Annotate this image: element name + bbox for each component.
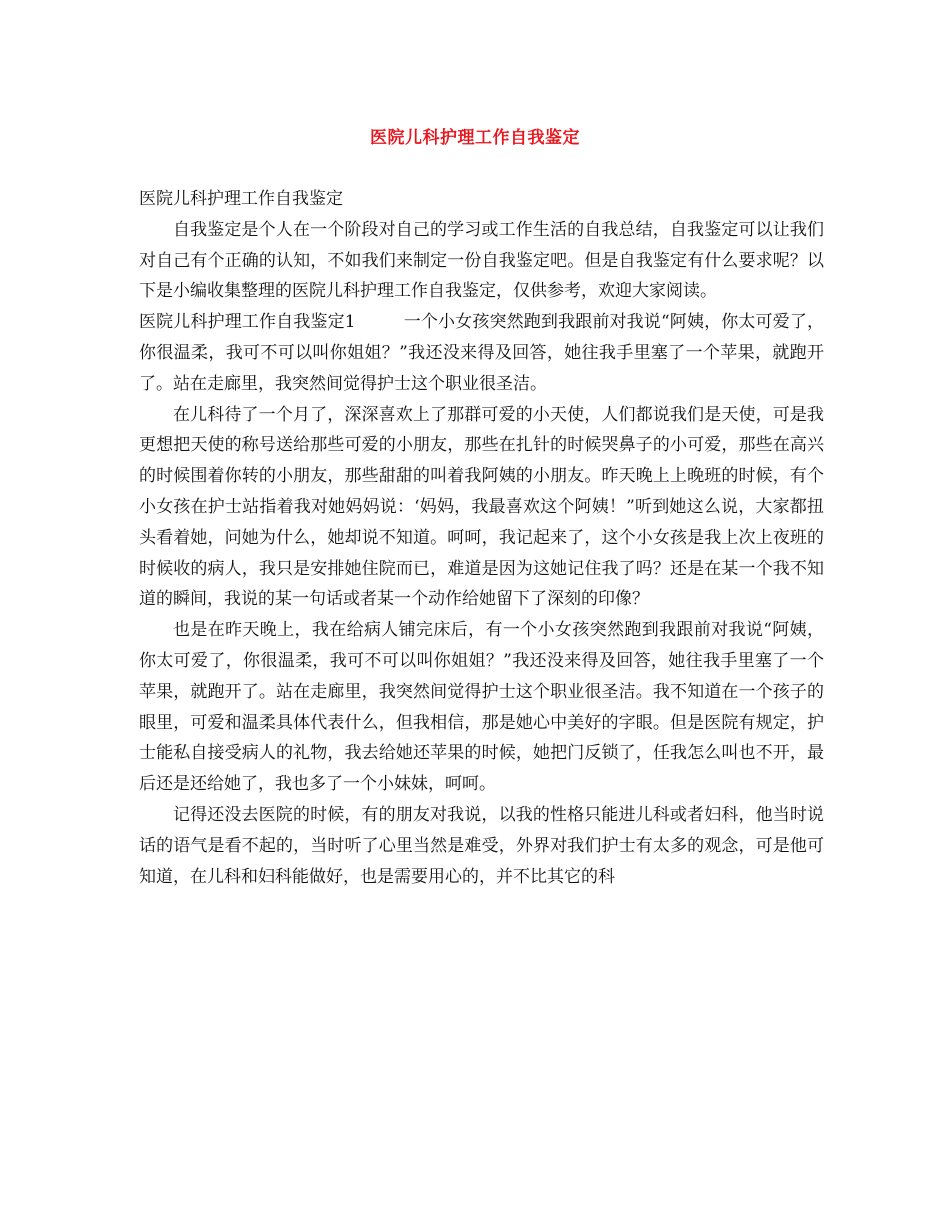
document-title: 医院儿科护理工作自我鉴定 (370, 128, 580, 148)
document-subtitle: 医院儿科护理工作自我鉴定 (139, 189, 343, 209)
body-paragraph: 也是在昨天晚上，我在给病人铺完床后，有一个小女孩突然跑到我跟前对我说“阿姨，你太可爱了，你很温柔，我可不可以叫你姐姐？”我还没来得及回答，她往我手里塞了一个苹果，就跑开了。站在走廊里，我突然间觉得护士这个职业很圣洁。我不知道在一个孩子的眼里，可爱和温柔具体代表什么，但我相信，那是她心中美好的字眼。但是医院有规定，护士能私自接受病人的礼物，我去给她还苹果的时候，她把门反锁了，任我怎么叫也不开，最后还是还给她了，我也多了一个小妹妹，呵呵。 (139, 620, 824, 795)
section-heading: 医院儿科护理工作自我鉴定1 (139, 312, 356, 333)
section-first-text: 一个小女孩突然跑到我跟前对我说“阿姨，你太可爱了，你很温柔，我可不可以叫你姐姐？”我还没来得及回答，她往我手里塞了一个苹果，就跑开了。站在走廊里，我突然间觉得护士这个职业很圣洁。 (139, 312, 824, 394)
body-paragraph: 记得还没去医院的时候，有的朋友对我说，以我的性格只能进儿科或者妇科，他当时说话的语气是看不起的，当时听了心里当然是难受，外界对我们护士有太多的观念，可是他可知道，在儿科和妇科能做好，也是需要用心的，并不比其它的科 (139, 804, 824, 887)
section-one-paragraph (139, 307, 824, 399)
intro-paragraph: 自我鉴定是个人在一个阶段对自己的学习或工作生活的自我总结，自我鉴定可以让我们对自己有个正确的认知，不如我们来制定一份自我鉴定吧。但是自我鉴定有什么要求呢？以下是小编收集整理的医院儿科护理工作自我鉴定，仅供参考，欢迎大家阅读。 (139, 219, 824, 302)
body-paragraph: 在儿科待了一个月了，深深喜欢上了那群可爱的小天使，人们都说我们是天使，可是我更想把天使的称号送给那些可爱的小朋友，那些在扎针的时候哭鼻子的小可爱，那些在高兴的时候围着你转的小朋友，那些甜甜的叫着我阿姨的小朋友。昨天晚上上晚班的时候，有个小女孩在护士站指着我对她妈妈说：‘妈妈，我最喜欢这个阿姨！”听到她这么说，大家都扭头看着她，问她为什么，她却说不知道。呵呵，我记起来了，这个小女孩是我上次上夜班的时候收的病人，我只是安排她住院而已，难道是因为这她记住我了吗？还是在某一个我不知道的瞬间，我说的某一句话或者某一个动作给她留下了深刻的印像？ (139, 404, 824, 610)
document-body (139, 184, 824, 892)
